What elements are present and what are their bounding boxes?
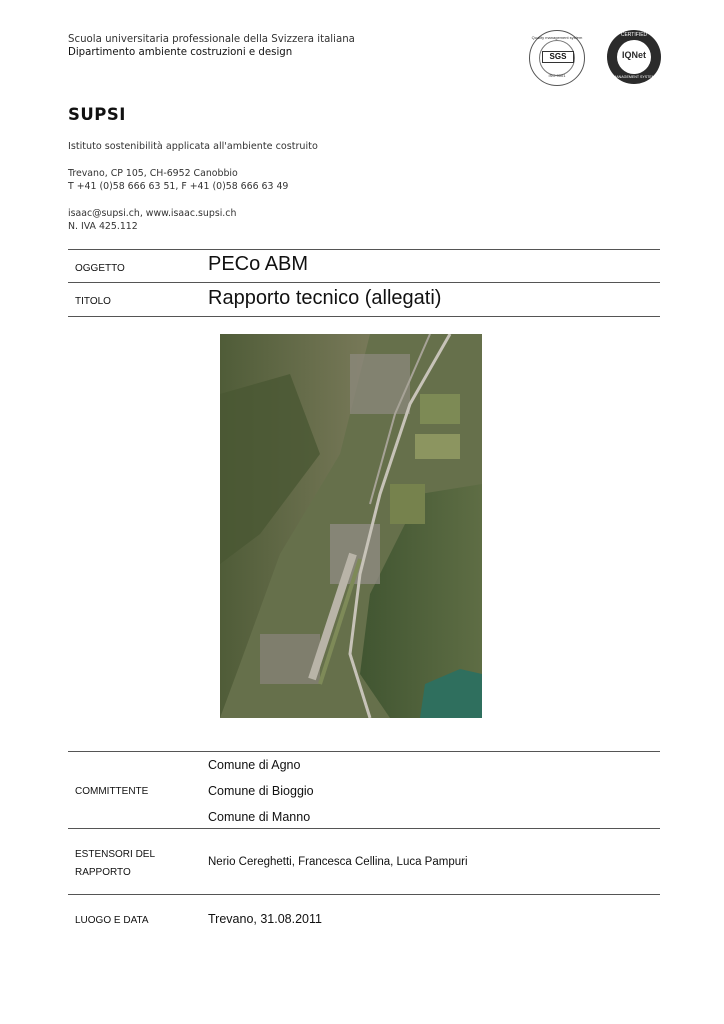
divider: [68, 249, 660, 250]
estensori-label-line-1: ESTENSORI DEL: [75, 849, 156, 860]
address-line-1: Trevano, CP 105, CH-6952 Canobbio: [68, 168, 238, 179]
iqnet-bottom-text: MANAGEMENT SYSTEM: [613, 75, 655, 79]
luogo-data-value: Trevano, 31.08.2011: [208, 912, 322, 926]
department-name: Dipartimento ambiente costruzioni e design: [68, 47, 293, 58]
sgs-iso-text: ISO 9001: [548, 73, 566, 78]
contact-line-2: N. IVA 425.112: [68, 221, 138, 232]
estensori-value: Nerio Cereghetti, Francesca Cellina, Luca Pampuri: [208, 856, 468, 868]
sgs-certification-logo: [529, 30, 585, 86]
titolo-label: TITOLO: [75, 296, 111, 307]
oggetto-value: PECo ABM: [208, 253, 309, 275]
estensori-label-line-2: RAPPORTO: [75, 867, 131, 878]
iqnet-top-text: CERTIFIED: [620, 32, 648, 38]
divider: [68, 316, 660, 317]
aerial-photo: [220, 334, 482, 718]
divider: [68, 282, 660, 283]
committente-value-3: Comune di Manno: [208, 810, 311, 824]
iqnet-certification-logo: [607, 30, 661, 84]
divider: [68, 894, 660, 895]
sgs-mark: SGS: [542, 51, 574, 63]
committente-value-1: Comune di Agno: [208, 758, 301, 772]
iqnet-text: IQNet: [621, 50, 646, 60]
divider: [68, 751, 660, 752]
school-name: Scuola universitaria professionale della Svizzera italiana: [68, 34, 355, 45]
institute-name: Istituto sostenibilità applicata all'ambiente costruito: [68, 141, 318, 152]
committente-label: COMMITTENTE: [75, 786, 149, 797]
luogo-data-label: LUOGO E DATA: [75, 915, 149, 926]
committente-value-2: Comune di Bioggio: [208, 784, 314, 798]
oggetto-label: OGGETTO: [75, 263, 125, 274]
address-line-2: T +41 (0)58 666 63 51, F +41 (0)58 666 63 49: [68, 181, 289, 192]
titolo-value: Rapporto tecnico (allegati): [208, 287, 442, 309]
contact-block: [68, 207, 236, 233]
divider: [68, 828, 660, 829]
address-block: [68, 167, 288, 193]
sgs-arc-text: Quality management system: [531, 35, 583, 40]
brand-logo-text: SUPSI: [68, 105, 126, 124]
aerial-photo-graphic: [220, 334, 482, 718]
contact-line-1: isaac@supsi.ch, www.isaac.supsi.ch: [68, 208, 237, 219]
